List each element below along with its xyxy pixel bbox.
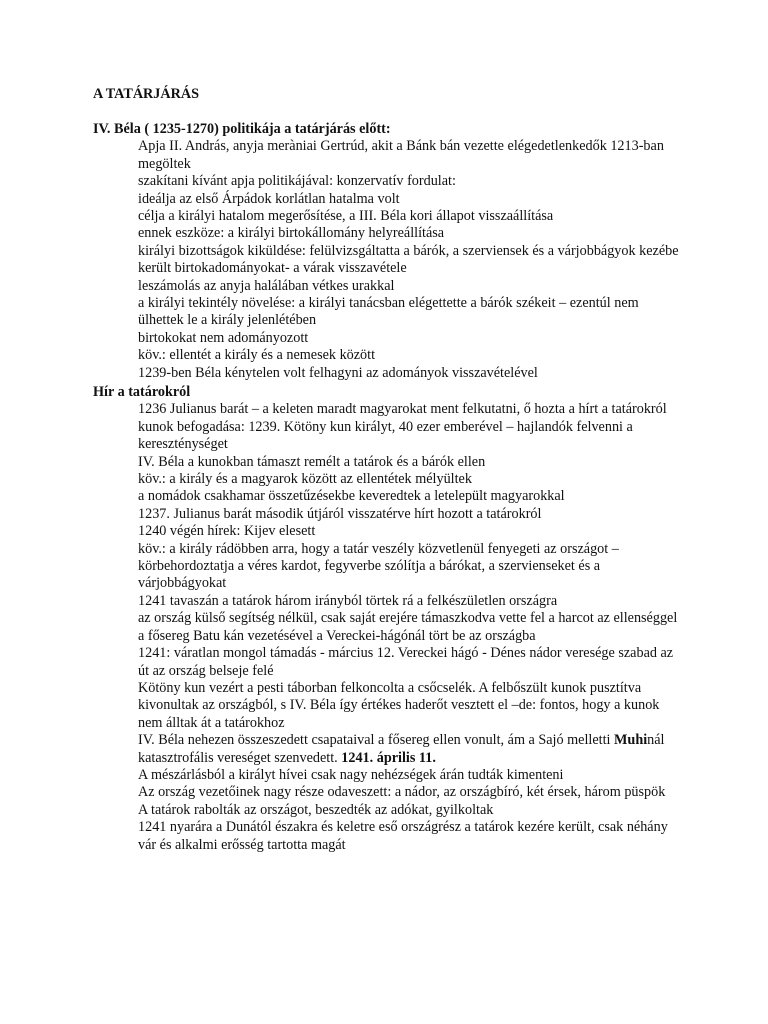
list-item: 1236 Julianus barát – a keleten maradt magyarokat ment felkutatni, ő hozta a hírt a tatárokról: [138, 401, 667, 418]
list-item: 1240 végén hírek: Kijev elesett: [138, 523, 316, 540]
list-item: leszámolás az anyja halálában vétkes urakkal: [138, 277, 395, 294]
document-title: A TATÁRJÁRÁS: [93, 86, 200, 102]
list-item: a fősereg Batu kán vezetésével a Vereckei-hágónál tört be az országba: [138, 627, 536, 644]
list-item: célja a királyi hatalom megerősítése, a III. Béla kori állapot visszaállítása: [138, 208, 554, 225]
list-item: 1237. Julianus barát második útjáról visszatérve hírt hozott a tatárokról: [138, 505, 542, 522]
list-item: 1239-ben Béla kénytelen volt felhagyni az adományok visszavételével: [138, 364, 538, 381]
list-item: köv.: a király és a magyarok között az ellentétek mélyültek: [138, 471, 472, 488]
battle-date: 1241. április 11.: [341, 749, 436, 766]
list-item: a nomádok csakhamar összetűzésekbe keveredtek a letelepült magyarokkal: [138, 488, 565, 505]
list-item: A mészárlásból a királyt hívei csak nagy nehézségek árán tudták kimenteni: [138, 766, 564, 783]
section-heading: Hír a tatárokról: [93, 384, 191, 400]
list-item: 1241 nyarára a Dunától északra és keletre eső országrész a tatárok kezére került, csak néhány vár és alkalmi erősség tartotta magát: [138, 819, 668, 853]
item-text-continued: nál katasztrofális vereséget szenvedett.: [138, 732, 665, 766]
list-item: szakítani kívánt apja politikájával: konzervatív fordulat:: [138, 173, 456, 190]
place-name-muhi: Muhi: [614, 732, 648, 749]
list-item: ideálja az első Árpádok korlátlan hatalma volt: [138, 190, 400, 207]
list-item: ennek eszköze: a királyi birtokállomány helyreállítása: [138, 225, 445, 242]
list-item: birtokokat nem adományozott: [138, 329, 309, 346]
list-item: kunok befogadása: 1239. Kötöny kun királyt, 40 ezer emberével – hajlandók felvenni a kereszténységet: [138, 418, 633, 453]
list-item: IV. Béla a kunokban támaszt remélt a tatárok és a bárók ellen: [138, 453, 486, 470]
list-item: Kötöny kun vezért a pesti táborban felkoncolta a csőcselék. A felbőszült kunok pusztítva kivonultak az országból, s IV. Béla így értékes haderőt vesztett el –de: fontos, hogy a kunok nem álltak át a tatárokhoz: [138, 679, 660, 731]
list-item: királyi bizottságok kiküldése: felülvizsgáltatta a bárók, a szerviensek és a várjobbágyok kezébe került birtokadományokat- a várak visszavétele: [138, 242, 679, 277]
list-item: A tatárok rabolták az országot, beszedték az adókat, gyilkoltak: [138, 801, 494, 818]
list-item: köv.: a király rádöbben arra, hogy a tatár veszély közvetlenül fenyegeti az országot – körbehordoztatja a véres kardot, fegyverbe szólítja a bárókat, a szervienseket és a várjobbágyokat: [138, 540, 619, 592]
section-bela-politics: [93, 121, 683, 382]
list-item: 1241 tavaszán a tatárok három irányból törtek rá a felkészületlen országra: [138, 592, 558, 609]
list-item: köv.: ellentét a király és a nemesek között: [138, 347, 376, 364]
item-text: IV. Béla nehezen összeszedett csapataival a fősereg ellen vonult, ám a Sajó melletti: [138, 732, 615, 749]
list-item: az ország külső segítség nélkül, csak saját erejére támaszkodva vette fel a harcot az ellenséggel: [138, 610, 678, 627]
section-tatar-news: [93, 384, 683, 854]
list-item: 1241: váratlan mongol támadás - március 12. Vereckei hágó - Dénes nádor veresége szabad az út az ország belseje felé: [138, 645, 674, 679]
section-heading: IV. Béla ( 1235-1270) politikája a tatárjárás előtt:: [93, 121, 391, 137]
list-item-muhi: [138, 732, 683, 767]
list-item: a királyi tekintély növelése: a királyi tanácsban elégettette a bárók székeit – ezentúl nem ülhettek le a király jelenlétében: [138, 295, 639, 329]
list-item: Apja II. András, anyja meràniai Gertrúd, akit a Bánk bán vezette elégedetlenkedők 1213-ban megöltek: [138, 138, 664, 172]
list-item: Az ország vezetőinek nagy része odaveszett: a nádor, az országbíró, két érsek, három püspök: [138, 784, 666, 801]
